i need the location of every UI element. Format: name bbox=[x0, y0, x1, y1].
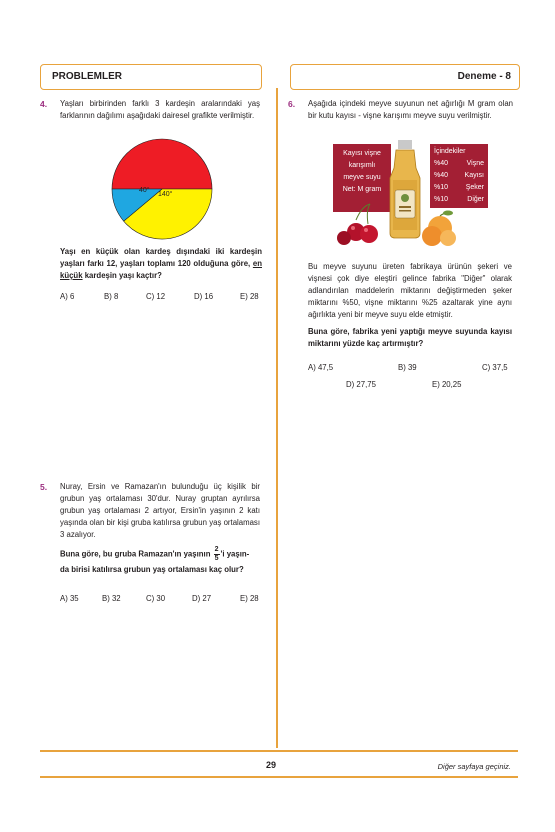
q5-question-part3: da birisi katılırsa grubun yaş ortalaması kaç olur? bbox=[60, 565, 244, 574]
exam-title: Deneme - 8 bbox=[457, 71, 511, 82]
footer-line-top bbox=[40, 750, 518, 752]
q4-option-a: A) 6 bbox=[60, 292, 75, 301]
section-title: PROBLEMLER bbox=[52, 71, 122, 82]
label-left-line-3: meyve suyu bbox=[343, 174, 381, 181]
q4-question-part1: Yaşı en küçük olan kardeş dışındaki iki kardeşin yaşları farkı 12, yaşları toplamı 120 olduğuna göre, bbox=[60, 247, 262, 268]
q4-question-part2: kardeşin yaşı kaçtır? bbox=[84, 271, 162, 280]
pie-label-140: 140° bbox=[158, 191, 173, 198]
fraction-numerator: 2 bbox=[214, 546, 219, 553]
q5-number: 5. bbox=[40, 482, 48, 492]
q5-question bbox=[60, 546, 264, 576]
q4-number: 4. bbox=[40, 99, 48, 109]
juice-label-right bbox=[430, 144, 488, 208]
q6-question: Buna göre, fabrika yeni yaptığı meyve suyunda kayısı miktarını yüzde kaç artırmıştır? bbox=[308, 327, 512, 348]
ingredients-title: İçindekiler bbox=[434, 148, 466, 155]
page-number: 29 bbox=[266, 760, 277, 770]
q5-option-e: E) 28 bbox=[240, 594, 259, 603]
label-left-line-4: Net: M gram bbox=[342, 186, 382, 193]
q5-option-c: C) 30 bbox=[146, 594, 166, 603]
pie-label-40: 40° bbox=[139, 187, 150, 194]
q4-text: Yaşları birbirinden farklı 3 kardeşin aralarındaki yaş farklarının dağılımı aşağıdaki dairesel grafikte verilmiştir. bbox=[60, 99, 260, 120]
pie-slice-0 bbox=[112, 139, 212, 189]
column-divider bbox=[276, 88, 278, 748]
q4-question-underlined: en küçük bbox=[60, 259, 262, 280]
next-page-note: Diğer sayfaya geçiniz. bbox=[437, 762, 511, 771]
q6-text2: Bu meyve suyunu üreten fabrikaya ürünün şekeri ve vişnesi çok diye eleştiri gelince fabrika "Diğer" olarak adlandırılan maddelerin miktarını değiştirmeden şeker miktarını %50, vişne miktarını %25 azaltarak yine aynı ağırlıkta yeni bir meyve suyu elde etmiştir. bbox=[308, 262, 512, 319]
q6-option-d: D) 27,75 bbox=[346, 380, 376, 389]
q6-option-b: B) 39 bbox=[398, 363, 417, 372]
q5-question-part1: Buna göre, bu gruba Ramazan'ın yaşının bbox=[60, 549, 211, 559]
ingredient-pct: %10 bbox=[434, 184, 449, 191]
q6-text: Aşağıda içindeki meyve suyunun net ağırlığı M gram olan bir kutu kayısı - vişne karışımı meyve suyu verilmiştir. bbox=[308, 99, 513, 120]
ingredient-pct: %10 bbox=[434, 196, 449, 203]
q5-question-part2: 'i yaşın- bbox=[220, 549, 250, 559]
q5-fraction bbox=[214, 546, 220, 563]
q5-option-a: A) 35 bbox=[60, 594, 79, 603]
footer-line-bottom bbox=[40, 776, 518, 778]
q6-option-c: C) 37,5 bbox=[482, 363, 508, 372]
label-left-line-1: Kayısı vişne bbox=[343, 150, 381, 157]
q4-option-e: E) 28 bbox=[240, 292, 259, 301]
q5-option-d: D) 27 bbox=[192, 594, 212, 603]
q4-question bbox=[60, 246, 262, 282]
ingredient-row bbox=[434, 194, 484, 206]
label-left-line-2: karışımlı bbox=[348, 162, 376, 169]
q6-number: 6. bbox=[288, 99, 296, 109]
ingredient-pct: %40 bbox=[434, 172, 449, 179]
ingredient-row bbox=[434, 182, 484, 194]
q4-option-d: D) 16 bbox=[194, 292, 214, 301]
ingredient-name: Vişne bbox=[466, 160, 484, 167]
ingredient-name: Şeker bbox=[465, 184, 484, 191]
q4-option-b: B) 8 bbox=[104, 292, 119, 301]
q5-text: Nuray, Ersin ve Ramazan'ın bulunduğu üç kişilik bir grubun yaş ortalaması 30'dur. Nuray gruptan ayrılırsa grubun yaş ortalaması 2 artıyor, Ersin'in yaşının 2 katı yaşında olan bir kişi gruba katılırsa grubun yaş ortalaması 3 azalıyor. bbox=[60, 482, 260, 539]
ingredient-row bbox=[434, 170, 484, 182]
fraction-denominator: 5 bbox=[214, 555, 219, 562]
ingredient-pct: %40 bbox=[434, 160, 449, 167]
q4-option-c: C) 12 bbox=[146, 292, 166, 301]
ingredient-name: Diğer bbox=[467, 196, 484, 203]
q6-option-e: E) 20,25 bbox=[432, 380, 462, 389]
q5-option-b: B) 32 bbox=[102, 594, 121, 603]
ingredient-row bbox=[434, 158, 484, 170]
q4-pie-chart bbox=[110, 137, 214, 241]
ingredient-name: Kayısı bbox=[464, 172, 484, 179]
q6-option-a: A) 47,5 bbox=[308, 363, 334, 372]
